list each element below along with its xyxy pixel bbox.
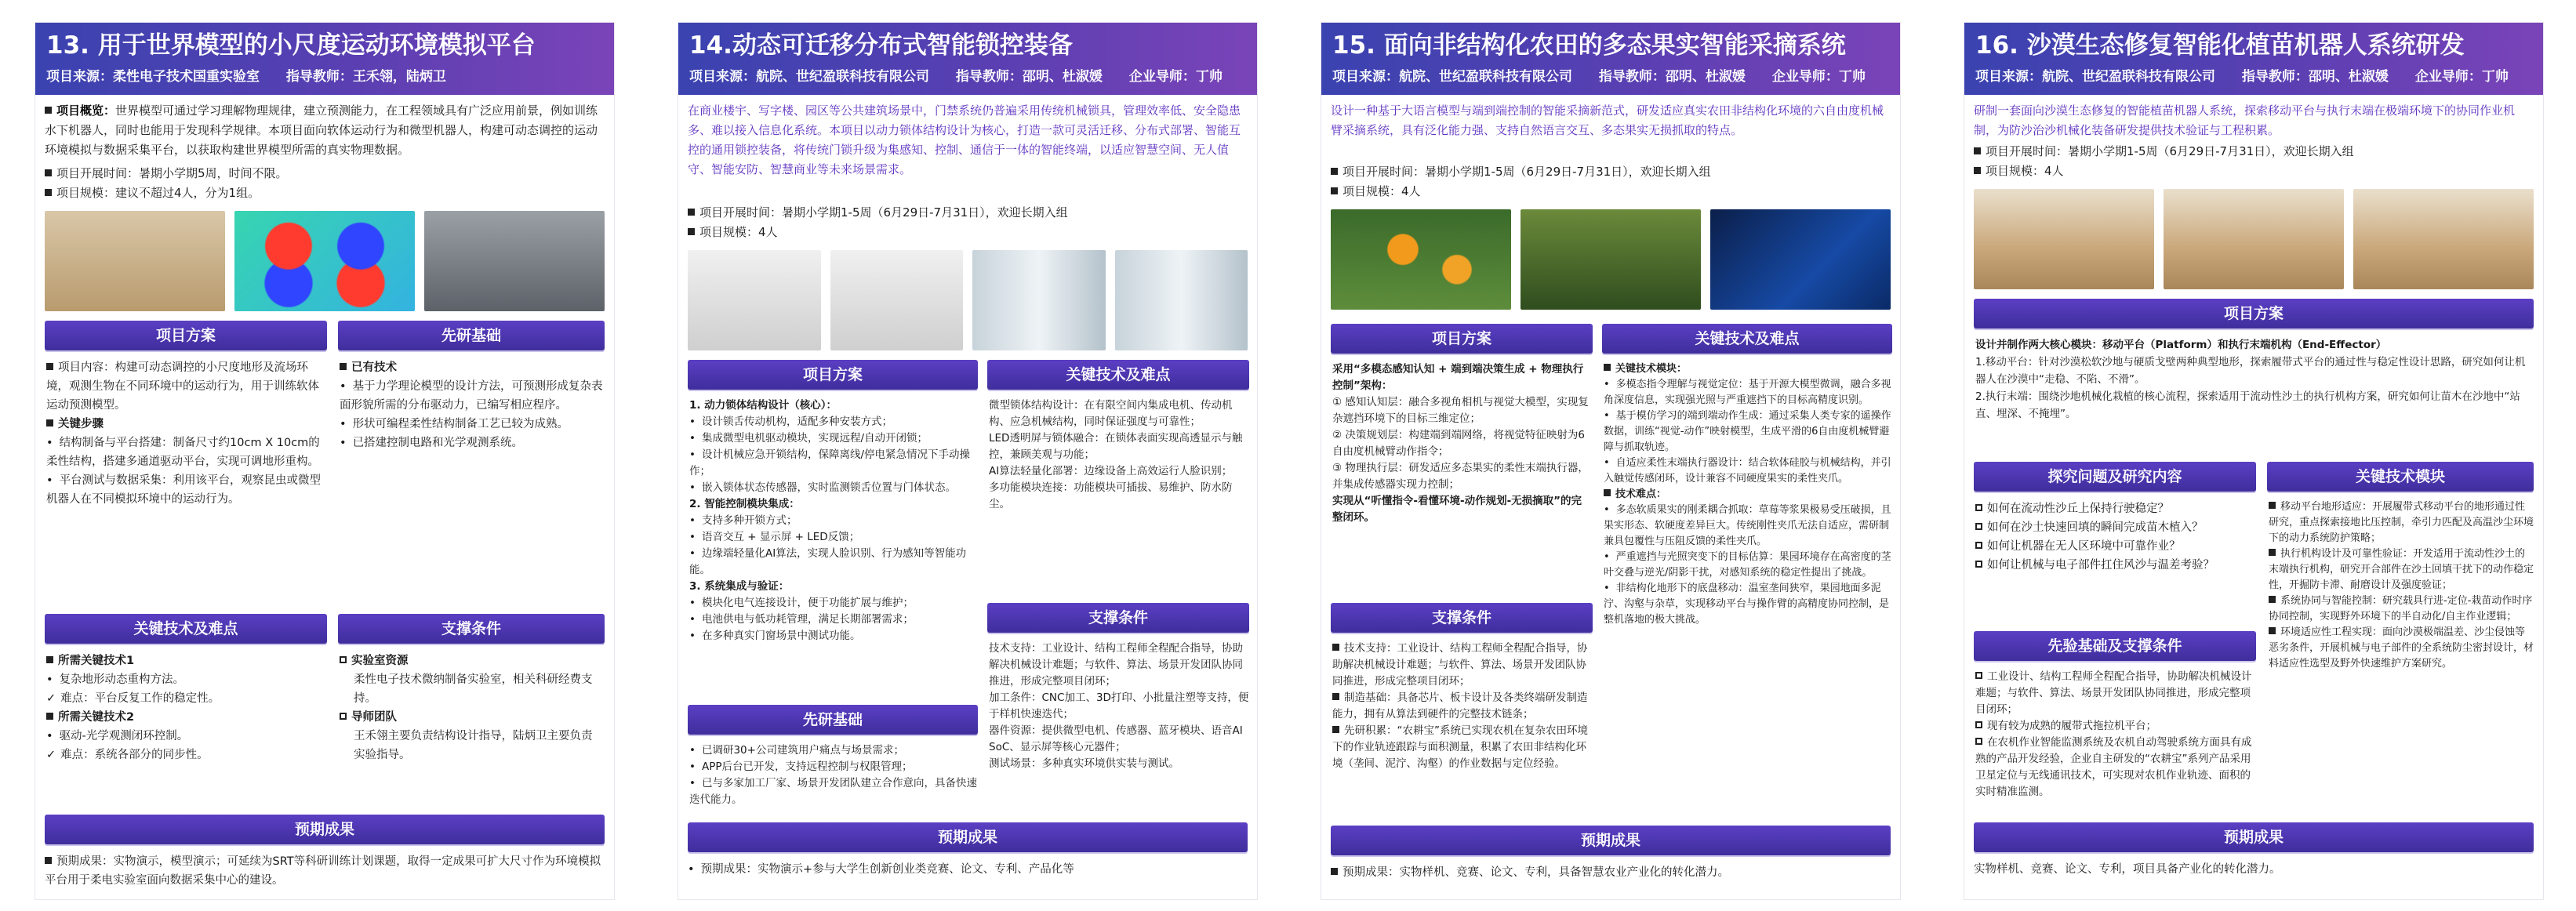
panel-meta	[689, 65, 1246, 85]
section-title: 先验基础及支撑条件	[1974, 631, 2256, 661]
bullet-square-icon	[46, 713, 53, 720]
checkbox-icon	[1975, 561, 1982, 568]
section-title: 先研基础	[688, 705, 978, 735]
section-body: 技术支持：工业设计、结构工程师全程配合指导，协助解决机械设计难题；与软件、算法、场景开发团队协同推进，形成完整项目闭环； 制造基础：具备芯片、板卡设计及各类终端研发制造能力，拥有从算法到硬件的完整技术链条； 先研积累：“农耕宝”系统已实现农机在复杂农田环境下的作业轨迹跟踪与面积测量，积累了农田非结构化环境（垄间、泥泞、沟壑）的作业数据与定位经验。	[1332, 642, 1588, 770]
photo-row	[45, 211, 605, 311]
bullet-square-icon	[1331, 168, 1338, 175]
section-body: 1. 动力锁体结构设计（核心）： • 设计锁舌传动机构，适配多种安装方式； • 集成微型电机驱动模块，实现远程/自动开闭锁； • 设计机械应急开锁结构，保障离线/停电紧急情况下手动操作； • 嵌入锁体状态传感器，实时监测锁舌位置与门体状态。 2. 智能控制模块集成： • 支持多种开锁方式； • 语音交互 + 显示屏 + LED反馈； • 边缘端轻量化AI算法，实现人脸识别、行为感知等智能功能。 3. 系统集成与验证： • 模块化电气连接设计，便于功能扩展与维护； • 电池供电与低功耗管理，满足长期部署需求； • 在多种真实门窗场景中测试功能。	[689, 397, 979, 644]
intro: 研制一套面向沙漠生态修复的智能植苗机器人系统，探索移动平台与执行末端在极端环境下的协同作业机制，为防沙治沙机械化装备研发提供技术验证与工程积累。	[1974, 103, 2516, 137]
bullet-square-icon	[1332, 644, 1339, 651]
photo-row	[688, 250, 1248, 350]
result-text: 预期成果：实物样机、竞赛、论文、专利，具备智慧农业产业化的转化潜力。	[1331, 863, 1891, 882]
photo-glass-door-2	[1115, 250, 1248, 350]
photo-heatmap	[234, 211, 415, 311]
section-title: 支撑条件	[1331, 603, 1593, 633]
bullet-square-icon	[1331, 868, 1338, 875]
time: 项目开展时间：暑期小学期5周，时间不限。	[45, 164, 605, 183]
bullet-square-icon	[1332, 693, 1339, 700]
photo-ant-sand	[45, 211, 225, 311]
photo-row	[1974, 189, 2534, 289]
enterprise-advisor: 企业导师：丁帅	[2414, 69, 2509, 85]
panel-meta	[46, 65, 603, 85]
project-advisor: 指导教师：邵明、杜淑媛	[955, 69, 1103, 85]
project-source: 项目来源：航院、世纪盈联科技有限公司	[689, 69, 929, 85]
section-title: 支撑条件	[338, 614, 605, 644]
section-title: 项目方案	[1331, 324, 1593, 354]
panel-meta	[1332, 65, 1889, 85]
project-panel-15	[1321, 22, 1901, 900]
section-title: 项目方案	[1974, 299, 2534, 328]
photo-desert-2	[2164, 189, 2344, 289]
checkbox-icon	[1975, 721, 1982, 728]
project-advisor: 指导教师：王禾翎，陆炳卫	[285, 69, 446, 85]
bullet-square-icon	[1331, 187, 1338, 194]
section-title: 关键技术及难点	[45, 614, 327, 644]
scale: 项目规模：建议不超过4人，分为1组。	[45, 183, 605, 203]
section-body: 关键技术模块： • 多模态指令理解与视觉定位：基于开源大模型微调，融合多视角深度信息，实现强光照与严重遮挡下的目标高精度识别。 • 基于模仿学习的端到端动作生成：通过采集人类专家的遥操作数据，训练“视觉-动作”映射模型，生成平滑的6自由度机械臂避障与抓取轨迹。 • 自适应柔性末端执行器设计：结合软体硅胶与机械结构，并引入触觉传感闭环，设计兼容不同硬度果实的柔性夹爪。 技术难点： • 多态软质果实的刚柔耦合抓取：草莓等浆果极易受压破损，且果实形态、软硬度差异巨大。传统刚性夹爪无法自适应，需研制兼具包覆性与压阻反馈的柔性夹爪。 • 严重遮挡与光照突变下的目标估算：果园环境存在高密度的茎叶交叠与逆光/阴影干扰，对感知系统的稳定性提出了挑战。 • 非结构化地形下的底盘移动：温室垄间狭窄，果园地面多泥泞、沟壑与杂草，实现移动平台与操作臂的高精度协同控制，是整机落地的极大挑战。	[1604, 361, 1892, 628]
section-body: 移动平台地形适应：开展履带式移动平台的地形通过性研究，重点探索接地比压控制，牵引力匹配及高温沙尘环境下的动力系统防护策略； 执行机构设计及可靠性验证：开发适用于流动性沙土的末端执行机构，研究开合部件在沙土回填干扰下的动作稳定性，开掘防卡滞、耐磨设计及强度验证； 系统协同与智能控制：研究载具行进-定位-栽苗动作时序协同控制，实现野外环境下的半自动化/自主作业逻辑； 环境适应性工程实现：面向沙漠极端温差、沙尘侵蚀等恶劣条件，开展机械与电子部件的全系统防尘密封设计，材料适应性选型及野外快速维护方案研究。	[2269, 501, 2534, 670]
section-title: 预期成果	[45, 815, 605, 844]
project-advisor: 指导教师：邵明、杜淑媛	[2241, 69, 2389, 85]
photo-dashboard	[1710, 209, 1891, 310]
bullet-square-icon	[46, 656, 53, 663]
result-text: • 预期成果：实物演示+参与大学生创新创业类竞赛、论文、专利、产品化等	[688, 860, 1248, 879]
scale: 项目规模：4人	[1331, 182, 1891, 201]
scale: 项目规模：4人	[1974, 162, 2534, 181]
checkbox-icon	[1975, 523, 1982, 530]
section-body: 实验室资源 柔性电子技术微纳制备实验室，相关科研经费支持。 导师团队 王禾翎主要负责结构设计指导，陆炳卫主要负责实验指导。	[340, 651, 603, 764]
project-panel-13	[35, 22, 615, 900]
panel-header	[678, 23, 1257, 95]
section-body: 已有技术 • 基于力学理论模型的设计方法，可预测形成复杂表面形貌所需的分布驱动力，已编写相应程序。 • 形状可编程柔性结构制备工艺已较为成熟。 • 已搭建控制电路和光学观测系统。	[340, 358, 603, 452]
enterprise-advisor: 企业导师：丁帅	[1128, 69, 1223, 85]
intro: 设计一种基于大语言模型与端到端控制的智能采摘新范式，研发适应真实农田非结构化环境的六自由度机械臂采摘系统，具有泛化能力强、支持自然语言交互、多态果实无损抓取的特点。	[1331, 103, 1884, 137]
bullet-square-icon	[1974, 167, 1981, 174]
bullet-square-icon	[688, 228, 695, 235]
section-body: 项目内容：构建可动态调控的小尺度地形及流场环境，观测生物在不同环境中的运动行为，用于训练软体运动预测模型。 关键步骤 • 结构制备与平台搭建：制备尺寸约10cm X 10cm的柔性结构，搭建多通道驱动平台，实现可调地形重构。 • 平台测试与数据采集：利用该平台，观察昆虫或微型机器人在不同模拟环境中的运动行为。	[46, 358, 329, 509]
scale: 项目规模：4人	[688, 223, 1248, 242]
bullet-square-icon	[688, 209, 695, 216]
panel-header	[35, 23, 614, 95]
bullet-square-icon	[1604, 489, 1611, 496]
section-title: 预期成果	[1974, 822, 2534, 852]
bullet-square-icon	[45, 189, 52, 196]
enterprise-advisor: 企业导师：丁帅	[1771, 69, 1866, 85]
photo-oranges	[1331, 209, 1511, 310]
bullet-square-icon	[45, 169, 52, 176]
bullet-square-icon	[2269, 549, 2276, 556]
project-source: 项目来源：航院、世纪盈联科技有限公司	[1332, 69, 1572, 85]
panel-title: 16. 沙漠生态修复智能化植苗机器人系统研发	[1975, 31, 2465, 60]
photo-desert-1	[1974, 189, 2154, 289]
project-advisor: 指导教师：邵明、杜淑媛	[1598, 69, 1746, 85]
section-body: 所需关键技术1 • 复杂地形动态重构方法。 ✓ 难点：平台反复工作的稳定性。 所需关键技术2 • 驱动-光学观测闭环控制。 ✓ 难点：系统各部分的同步性。	[46, 651, 329, 764]
panel-meta	[1975, 65, 2532, 85]
photo-desert-3	[2353, 189, 2534, 289]
result-text: 实物样机、竞赛、论文、专利，项目具备产业化的转化潜力。	[1974, 863, 2281, 876]
bullet-square-icon	[340, 363, 347, 370]
section-title: 关键技术模块	[2267, 462, 2534, 492]
section-title: 关键技术及难点	[1602, 324, 1892, 354]
checkbox-icon	[1975, 504, 1982, 511]
panel-title: 14.动态可迁移分布式智能锁控装备	[689, 31, 1073, 60]
intro: 项目概览：世界模型可通过学习理解物理规律，建立预测能力，在工程领域具有广泛应用前景，例如训练水下机器人，同时也能用于发现科学规律。本项目面向软体运动行为和微型机器人，构建可动态调控的运动环境模拟与数据采集平台，以获取构建世界模型所需的真实物理数据。	[45, 103, 598, 157]
bullet-square-icon	[2269, 502, 2276, 509]
panel-header	[1964, 23, 2543, 95]
bullet-square-icon	[2269, 596, 2276, 603]
section-title: 项目方案	[45, 321, 327, 350]
bullet-square-icon	[46, 363, 53, 370]
bullet-square-icon	[45, 857, 52, 864]
section-title: 先研基础	[338, 321, 605, 350]
photo-cables	[688, 250, 821, 350]
project-panel-14	[678, 22, 1258, 900]
photo-glass-door	[972, 250, 1106, 350]
section-body: 设计并制作两大核心模块：移动平台（Platform）和执行末端机构（End-Effector） 1.移动平台：针对沙漠松软沙地与硬质戈壁两种典型地形，探索履带式平台的通过性与稳定性设计思路，研究如何让机器人在沙漠中“走稳、不陷、不滑”。 2.执行末端：围绕沙地机械化栽植的核心流程，探索适用于流动性沙土的执行机构方案，研究如何让苗木在沙地中“站直、埋深、不掩埋”。	[1975, 339, 2526, 420]
section-title: 预期成果	[688, 822, 1248, 852]
photo-robot-arm	[1521, 209, 1701, 310]
section-title: 预期成果	[1331, 826, 1891, 855]
section-title: 项目方案	[688, 360, 978, 390]
bullet-square-icon	[2269, 627, 2276, 634]
section-body: 技术支持：工业设计、结构工程师全程配合指导，协助解决机械设计难题；与软件、算法、场景开发团队协同推进，形成完整项目闭环； 加工条件：CNC加工、3D打印、小批量注塑等支持，便于样机快速迭代； 器件资源：提供微型电机、传感器、蓝牙模块、语音AI SoC、显示屏等核心元器件； 测试场景：多种真实环境供实装与测试。	[989, 642, 1249, 770]
panel-title: 15. 面向非结构化农田的多态果实智能采摘系统	[1332, 31, 1846, 60]
bullet-square-icon	[46, 419, 53, 426]
photo-metal-lock	[830, 250, 964, 350]
section-body: 采用“多模态感知认知 + 端到端决策生成 + 物理执行控制”架构： ① 感知认知层：融合多视角相机与视觉大模型，实现复杂遮挡环境下的目标三维定位； ② 决策规划层：构建端到端网络，将视觉特征映射为6自由度机械臂动作指令； ③ 物理执行层：研发适应多态果实的柔性末端执行器，并集成传感器实现力控制； 实现从“听懂指令-看懂环境-动作规划-无损摘取”的完整闭环。	[1332, 363, 1589, 524]
checkbox-icon	[1975, 542, 1982, 549]
section-title: 探究问题及研究内容	[1974, 462, 2256, 492]
panel-header	[1321, 23, 1900, 95]
section-title: 关键技术及难点	[987, 360, 1249, 390]
panel-title: 13. 用于世界模型的小尺度运动环境模拟平台	[46, 31, 536, 60]
bullet-square-icon	[1332, 726, 1339, 733]
section-body: 如何在流动性沙丘上保持行驶稳定？ 如何在沙土快速回填的瞬间完成苗木植入？ 如何让机器在无人区环境中可靠作业？ 如何让机械与电子部件扛住风沙与温差考验？	[1975, 499, 2256, 575]
time: 项目开展时间：暑期小学期1-5周（6月29日-7月31日），欢迎长期入组	[688, 203, 1248, 223]
project-source: 项目来源：航院、世纪盈联科技有限公司	[1975, 69, 2215, 85]
section-title: 支撑条件	[987, 603, 1249, 633]
result-text: 预期成果：实物演示，模型演示；可延续为SRT等科研训练计划课题，取得一定成果可扩大尺寸作为环境模拟平台用于柔电实验室面向数据采集中心的建设。	[45, 855, 601, 887]
photo-row	[1331, 209, 1891, 310]
time: 项目开展时间：暑期小学期1-5周（6月29日-7月31日），欢迎长期入组	[1331, 162, 1891, 182]
time: 项目开展时间：暑期小学期1-5周（6月29日-7月31日），欢迎长期入组	[1974, 142, 2534, 162]
bullet-square-icon	[340, 713, 347, 720]
intro: 在商业楼宇、写字楼、园区等公共建筑场景中，门禁系统仍普遍采用传统机械锁具，管理效率低、安全隐患多、难以接入信息化系统。本项目以动力锁体结构设计为核心，打造一款可灵活迁移、分布式部署、智能互控的通用锁控装备，将传统门锁升级为集感知、控制、通信于一体的智能终端，以适应智慧空间、无人值守、智能安防、智慧商业等未来场景需求。	[688, 103, 1241, 176]
section-body: 工业设计、结构工程师全程配合指导，协助解决机械设计难题；与软件、算法、场景开发团队协同推进，形成完整项目闭环； 现有较为成熟的履带式拖拉机平台； 在农机作业智能监测系统及农机自动驾驶系统方面具有成熟的产品开发经验，企业自主研发的“农耕宝”系列产品采用卫星定位与无线通讯技术，可实现对农机作业轨迹、面积的实时精准监测。	[1975, 670, 2252, 798]
project-panel-16	[1964, 22, 2544, 900]
bullet-square-icon	[1604, 364, 1611, 371]
bullet-square-icon	[340, 656, 347, 663]
project-source: 项目来源：柔性电子技术国重实验室	[46, 69, 260, 85]
checkbox-icon	[1975, 738, 1982, 745]
bullet-square-icon	[45, 107, 52, 114]
section-body: 微型锁体结构设计：在有限空间内集成电机、传动机构、应急机械结构，同时保证强度与可靠性； LED透明屏与锁体融合：在锁体表面实现高透显示与触控，兼顾美观与功能； AI算法轻量化部署：边缘设备上高效运行人脸识别； 多功能模块连接：功能模块可插拔、易维护、防水防尘。	[989, 399, 1243, 510]
photo-soft-robot	[424, 211, 605, 311]
section-body: • 已调研30+公司建筑用户痛点与场景需求； • APP后台已开发，支持远程控制与权限管理； • 已与多家加工厂家、场景开发团队建立合作意向，具备快速迭代能力。	[689, 742, 979, 808]
bullet-square-icon	[1974, 147, 1981, 154]
checkbox-icon	[1975, 672, 1982, 679]
